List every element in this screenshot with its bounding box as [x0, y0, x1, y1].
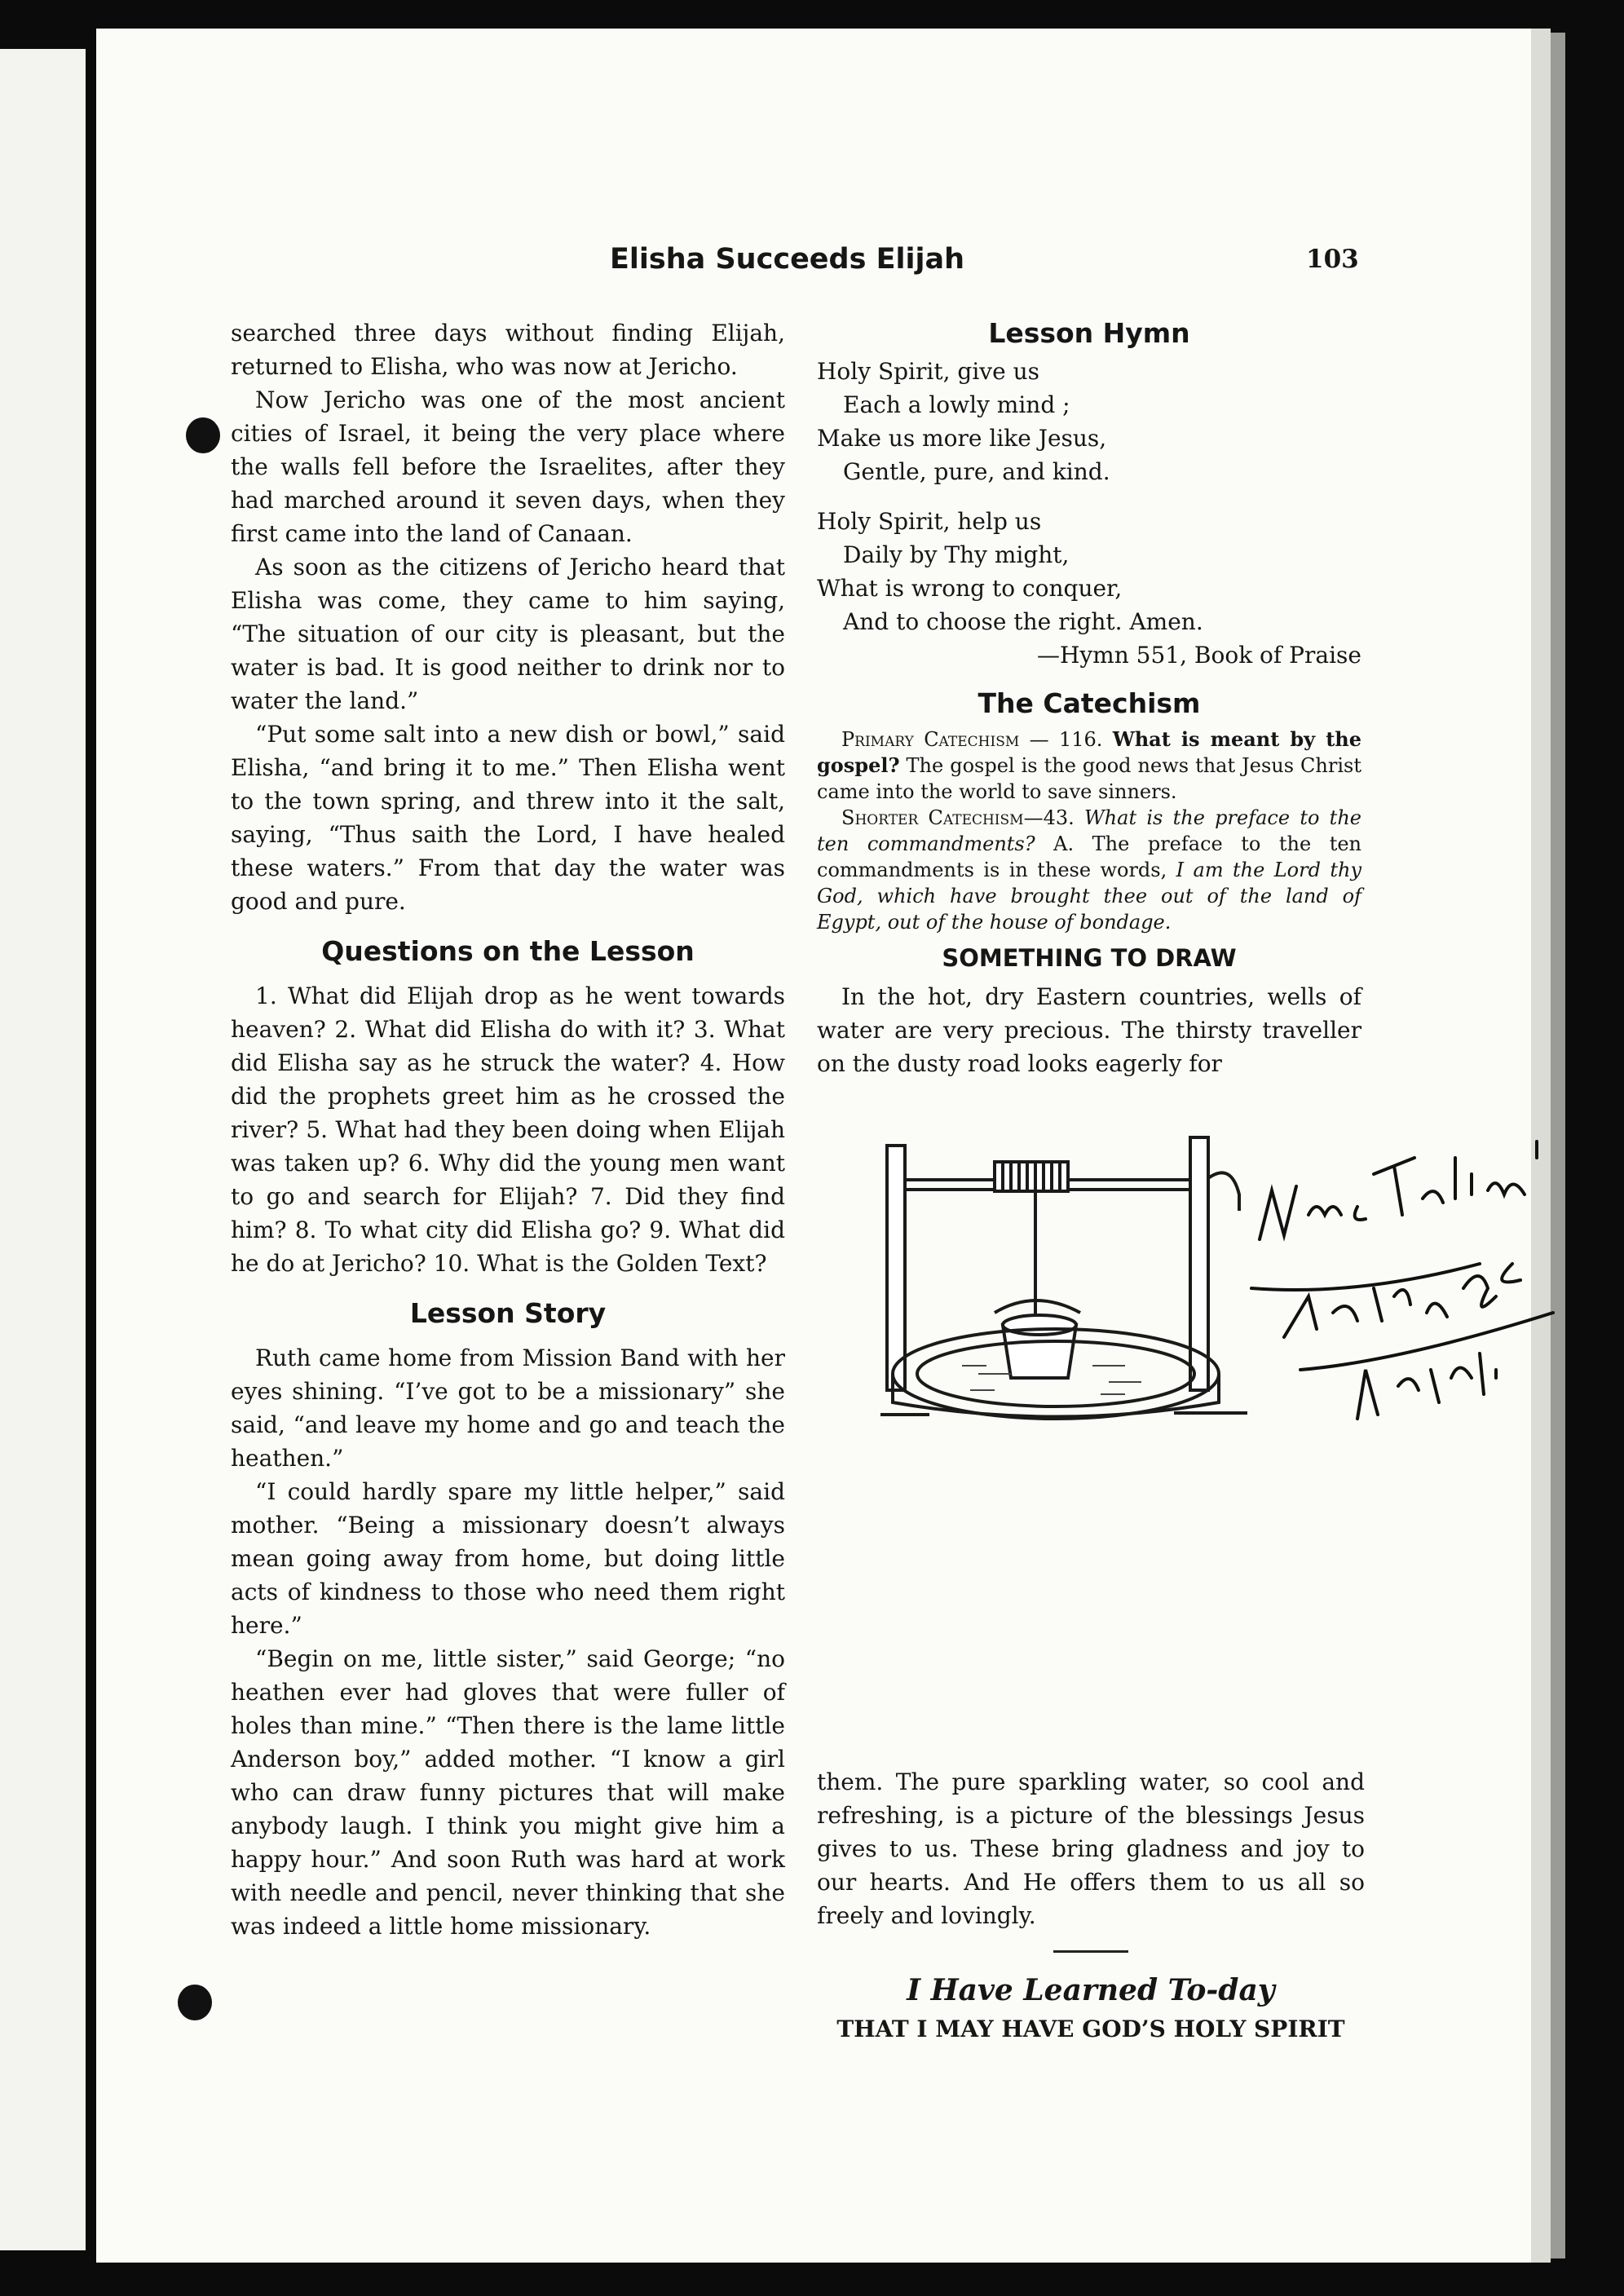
handwritten-annotation: [1235, 1125, 1561, 1443]
paragraph: As soon as the citizens of Jericho heard that Elisha was come, they came to him saying, “The situation of our city is pleasant, but the water is bad. It is good neither to drink nor to water the land.”: [231, 554, 785, 714]
shorter-label: Shorter Catechism—43.: [841, 806, 1075, 829]
learned-heading: I Have Learned To-day: [907, 1973, 1275, 2007]
hymn-line: Holy Spirit, help us: [817, 508, 1042, 535]
right-column: [817, 316, 1361, 1080]
hymn-line: Gentle, pure, and kind.: [843, 458, 1110, 485]
hymn-source: —Hymn 551, Book of Praise: [1036, 642, 1361, 669]
hymn-line: What is wrong to conquer,: [817, 575, 1123, 602]
punch-hole-bottom: [178, 1985, 212, 2020]
draw-continued: [817, 1765, 1365, 2046]
primary-label: Primary Catechism — 116.: [841, 728, 1103, 751]
hymn-line: Each a lowly mind ;: [843, 391, 1070, 418]
catechism-heading: The Catechism: [977, 687, 1201, 719]
paragraph: searched three days without finding Elijah, returned to Elisha, who was now at Jericho.: [231, 320, 785, 380]
shorter-question: What is the preface to the ten commandments?: [817, 806, 1361, 855]
well-illustration: [880, 1129, 1256, 1423]
draw-text: In the hot, dry Eastern countries, wells of water are very precious. The thirsty traveller on the dusty road looks eagerly for: [817, 983, 1361, 1077]
hymn-line: Daily by Thy might,: [843, 541, 1070, 568]
primary-answer: The gospel is the good news that Jesus Christ came into the world to save sinners.: [817, 754, 1361, 803]
primary-question: What is meant by the gospel?: [817, 727, 1361, 777]
running-title: Elisha Succeeds Elijah: [610, 243, 965, 276]
hymn-line: Make us more like Jesus,: [817, 425, 1107, 452]
punch-hole-top: [186, 417, 220, 453]
draw-text-continued: them. The pure sparkling water, so cool and refreshing, is a picture of the blessings Jesus gives to us. These bring gladness and joy to our hearts. And He offers them to us all so freely and lovingly.: [817, 1768, 1365, 1929]
story-heading: Lesson Story: [409, 1297, 607, 1329]
hymn-heading: Lesson Hymn: [988, 317, 1190, 349]
left-column: [231, 316, 785, 1943]
hymn-line: And to choose the right. Amen.: [843, 608, 1203, 635]
questions-text: 1. What did Elijah drop as he went towards heaven? 2. What did Elisha do with it? 3. What did Elisha say as he struck the water? 4. How did the prophets greet him as he crossed the river? 5. What had they been doing when Elijah was taken up? 6. Why did the young men want to go and search for Elijah? 7. Did they find him? 8. To what city did Elisha go? 9. What did he do at Jericho? 10. What is the Golden Text?: [231, 982, 785, 1277]
learned-text: THAT I MAY HAVE GOD’S HOLY SPIRIT: [836, 2016, 1345, 2042]
divider: [1053, 1950, 1128, 1953]
paragraph: “I could hardly spare my little helper,” said mother. “Being a missionary doesn’t always mean going away from home, but doing little acts of kindness to those who need them right here.”: [231, 1478, 785, 1639]
page-number: 103: [1306, 245, 1359, 274]
questions-heading: Questions on the Lesson: [321, 935, 695, 967]
paragraph: “Begin on me, little sister,” said George; “no heathen ever had gloves that were fuller of holes than mine.” “Then there is the lame little Anderson boy,” added mother. “I know a girl who can draw funny pictures that will make anybody laugh. I think you might give him a happy hour.” And soon Ruth was hard at work with needle and pencil, never thinking that she was indeed a little home missionary.: [231, 1645, 785, 1940]
primary-catechism: [817, 726, 1361, 805]
shorter-catechism: [817, 805, 1361, 935]
paragraph: “Put some salt into a new dish or bowl,” said Elisha, “and bring it to me.” Then Elisha went to the town spring, and threw into it the salt, saying, “Thus saith the Lord, I have healed these waters.” From that day the water was good and pure.: [231, 721, 785, 915]
draw-heading: SOMETHING TO DRAW: [942, 944, 1237, 972]
hymn-line: Holy Spirit, give us: [817, 358, 1039, 385]
shorter-answer-quote: I am the Lord thy God, which have brought thee out of the land of Egypt, out of the house of bondage.: [817, 859, 1361, 934]
paragraph: Ruth came home from Mission Band with her eyes shining. “I’ve got to be a missionary” she said, “and leave my home and go and teach the heathen.”: [231, 1344, 785, 1472]
paragraph: Now Jericho was one of the most ancient cities of Israel, it being the very place where the walls fell before the Israelites, after they had marched around it seven days, when they first came into the land of Canaan.: [231, 386, 785, 547]
shorter-answer-intro: A. The preface to the ten commandments is in these words,: [817, 832, 1361, 881]
facing-page-edge: [0, 49, 86, 2250]
